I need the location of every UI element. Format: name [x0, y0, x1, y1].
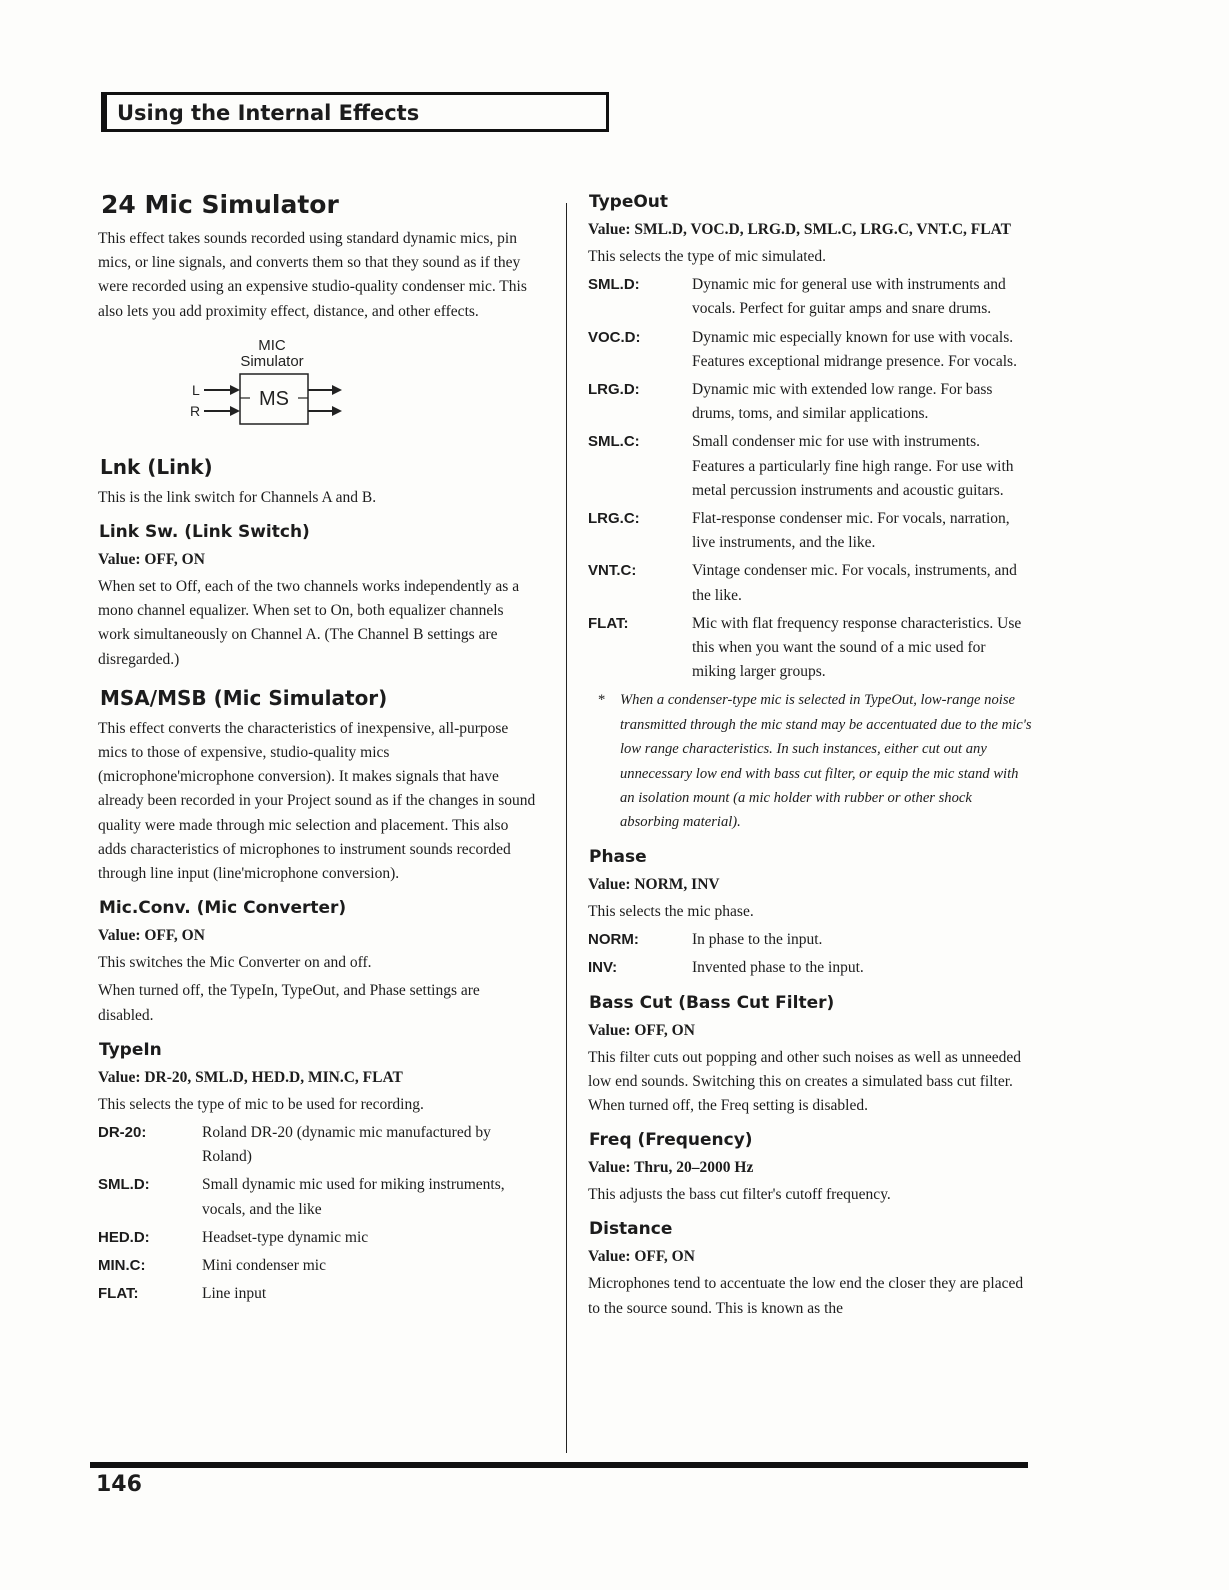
item-desc: Dynamic mic with extended low range. For bass drums, toms, and similar applications. — [692, 381, 993, 423]
item-key: LRG.C: — [588, 510, 640, 528]
list-item — [98, 1173, 538, 1221]
list-item — [98, 1282, 538, 1306]
arrow-in-r-icon — [204, 406, 240, 416]
item-desc: Mini condenser mic — [202, 1257, 326, 1275]
item-desc: Small condenser mic for use with instruments. Features a particularly fine high range. For use with metal percussion instruments and acoustic guitars. — [692, 433, 1014, 499]
mic-conv-text-1: This switches the Mic Converter on and off. — [98, 954, 372, 972]
list-item — [588, 378, 1033, 426]
note-text: When a condenser-type mic is selected in TypeOut, low-range noise transmitted through the mic stand may be accentuated due to the mic's low range characteristics. In such instances, either cut out any unnecessary low end with bass cut filter, or equip the mic stand with an isolation mount (a mic holder with rubber or other shock absorbing material). — [620, 692, 1032, 831]
item-key: NORM: — [588, 931, 639, 949]
lnk-heading: Lnk (Link) — [100, 454, 213, 479]
item-key: HED.D: — [98, 1228, 150, 1246]
list-item — [588, 430, 1033, 503]
input-l-label: L — [192, 381, 200, 398]
list-item — [98, 1254, 538, 1278]
item-desc: Vintage condenser mic. For vocals, instruments, and the like. — [692, 562, 1017, 604]
phase-list — [588, 928, 1033, 980]
mic-conv-text-2: When turned off, the TypeIn, TypeOut, and Phase settings are disabled. — [98, 982, 480, 1024]
typeout-list — [588, 273, 1033, 684]
intro-paragraph: This effect takes sounds recorded using standard dynamic mics, pin mics, or line signals, and converts them so that they sound as if they were recorded using an expensive studio-quality condenser mic. This also lets you add proximity effect, distance, and other effects. — [98, 230, 527, 320]
note-asterisk: * — [598, 692, 606, 709]
section-header — [101, 92, 609, 132]
link-switch-value: Value: OFF, ON — [98, 551, 205, 569]
item-desc: Small dynamic mic used for miking instruments, vocals, and the like — [202, 1176, 505, 1218]
list-item — [98, 1121, 538, 1169]
footer-rule — [90, 1462, 1028, 1468]
signal-flow-diagram — [186, 336, 366, 436]
item-key: LRG.D: — [588, 381, 640, 399]
arrow-out-r-icon — [308, 406, 342, 416]
item-desc: In phase to the input. — [692, 931, 823, 949]
bass-cut-value: Value: OFF, ON — [588, 1021, 695, 1039]
list-item — [588, 559, 1033, 607]
column-divider — [566, 203, 567, 1453]
phase-value: Value: NORM, INV — [588, 875, 720, 893]
typein-value: Value: DR-20, SML.D, HED.D, MIN.C, FLAT — [98, 1068, 403, 1086]
list-item — [588, 956, 1033, 980]
distance-text: Microphones tend to accentuate the low end the closer they are placed to the source sound. This is known as the — [588, 1275, 1024, 1317]
diagram-label-simulator: Simulator — [240, 352, 304, 370]
list-item — [98, 1226, 538, 1250]
typein-list — [98, 1121, 538, 1306]
list-item — [588, 928, 1033, 952]
distance-value: Value: OFF, ON — [588, 1248, 695, 1266]
item-key: INV: — [588, 959, 618, 977]
msa-text: This effect converts the characteristics of inexpensive, all-purpose mics to those of expensive, studio-quality mics (microphone'microphone conversion). It makes signals that have already been recorded in your Project sound as if the changes in sound quality were made through mic selection and placement. This also adds characteristics of microphones to instrument sounds recorded through line input (line'microphone conversion). — [98, 719, 536, 883]
mic-simulator-diagram — [186, 336, 538, 441]
diagram-label-mic: MIC — [258, 336, 286, 354]
typeout-note — [598, 688, 1033, 834]
lnk-text: This is the link switch for Channels A and B. — [98, 488, 377, 506]
link-switch-text: When set to Off, each of the two channels works independently as a mono channel equalizer. When set to On, both equalizer channels work simultaneously on Channel A. (The Channel B settings are disregarded.) — [98, 578, 520, 668]
mic-conv-heading: Mic.Conv. (Mic Converter) — [99, 898, 347, 919]
ms-block-label: MS — [259, 387, 289, 410]
input-r-label: R — [190, 402, 201, 419]
item-desc: Dynamic mic for general use with instruments and vocals. Perfect for guitar amps and snare drums. — [692, 276, 1006, 318]
item-key: VNT.C: — [588, 562, 637, 580]
bass-cut-heading: Bass Cut (Bass Cut Filter) — [589, 992, 835, 1013]
left-column — [98, 190, 538, 1310]
item-desc: Flat-response condenser mic. For vocals, narration, live instruments, and the like. — [692, 510, 1010, 552]
item-key: SML.D: — [588, 276, 640, 294]
item-key: FLAT: — [98, 1285, 139, 1303]
page-number: 146 — [96, 1472, 142, 1497]
freq-heading: Freq (Frequency) — [589, 1130, 753, 1151]
typein-heading: TypeIn — [99, 1039, 162, 1060]
page-title: 24 Mic Simulator — [101, 190, 339, 219]
item-desc: Headset-type dynamic mic — [202, 1228, 369, 1246]
item-key: FLAT: — [588, 614, 629, 632]
item-key: SML.C: — [588, 433, 640, 451]
bass-cut-text: This filter cuts out popping and other such noises as well as unneeded low end sounds. Switching this on creates a simulated bass cut filter. When turned off, the Freq setting is disabled. — [588, 1048, 1022, 1114]
typeout-text: This selects the type of mic simulated. — [588, 248, 827, 265]
arrow-out-l-icon — [308, 385, 342, 395]
phase-text: This selects the mic phase. — [588, 902, 754, 920]
item-desc: Mic with flat frequency response characteristics. Use this when you want the sound of a mic used for miking larger groups. — [692, 614, 1022, 681]
distance-heading: Distance — [589, 1219, 673, 1240]
freq-value: Value: Thru, 20–2000 Hz — [588, 1159, 754, 1177]
item-key: VOC.D: — [588, 328, 641, 346]
item-desc: Invented phase to the input. — [692, 959, 864, 977]
list-item — [588, 612, 1033, 685]
item-key: DR-20: — [98, 1124, 147, 1142]
typeout-value: Value: SML.D, VOC.D, LRG.D, SML.C, LRG.C, VNT.C, FLAT — [588, 221, 1011, 238]
list-item — [588, 507, 1033, 555]
section-header-title: Using the Internal Effects — [117, 101, 420, 125]
item-key: SML.D: — [98, 1176, 150, 1194]
typeout-heading: TypeOut — [589, 192, 669, 212]
list-item — [588, 273, 1033, 321]
item-desc: Line input — [202, 1285, 267, 1303]
msa-heading: MSA/MSB (Mic Simulator) — [100, 685, 388, 710]
freq-text: This adjusts the bass cut filter's cutoff frequency. — [588, 1186, 891, 1204]
list-item — [588, 326, 1033, 374]
phase-heading: Phase — [589, 846, 647, 867]
arrow-in-l-icon — [204, 385, 240, 395]
item-key: MIN.C: — [98, 1257, 146, 1275]
item-desc: Roland DR-20 (dynamic mic manufactured by Roland) — [202, 1124, 491, 1166]
item-desc: Dynamic mic especially known for use with vocals. Features exceptional midrange presence. For vocals. — [692, 328, 1017, 370]
typein-text: This selects the type of mic to be used for recording. — [98, 1095, 424, 1113]
mic-conv-value: Value: OFF, ON — [98, 927, 205, 945]
link-switch-heading: Link Sw. (Link Switch) — [99, 522, 310, 543]
right-column — [588, 192, 1033, 1325]
